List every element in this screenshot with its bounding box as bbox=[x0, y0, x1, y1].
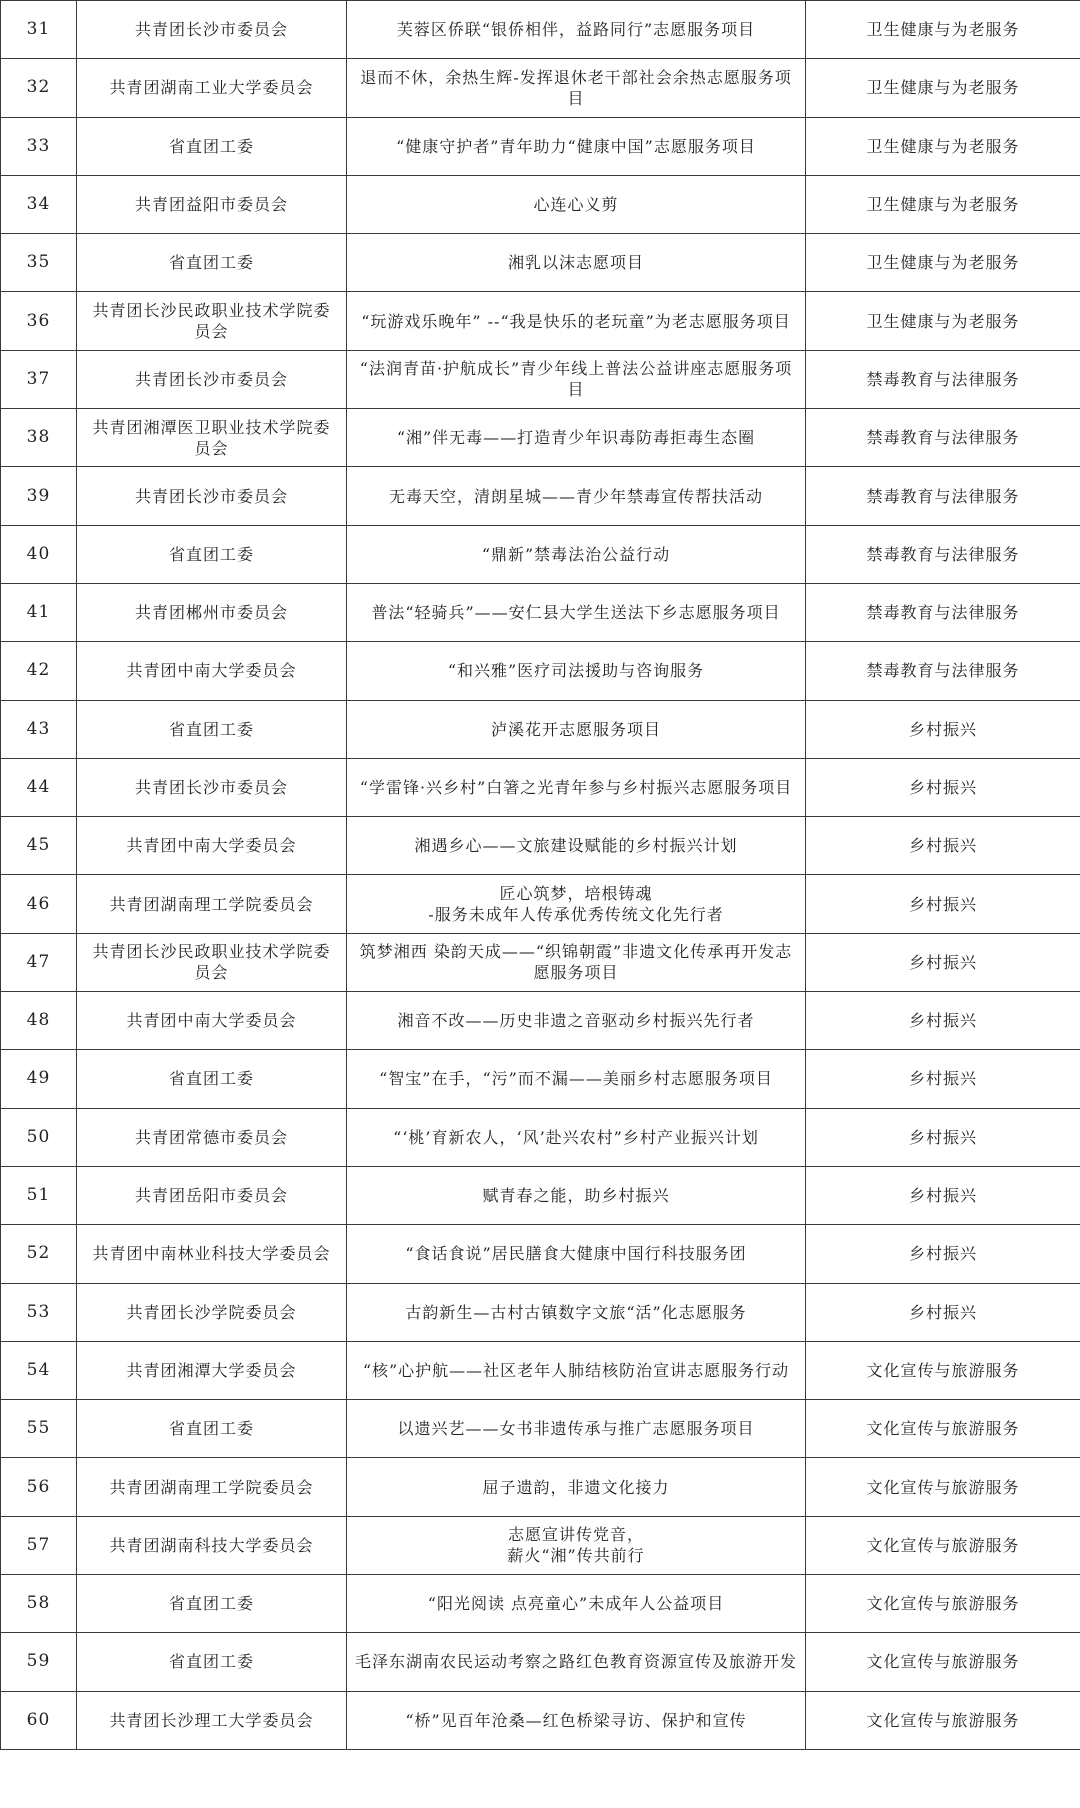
category-cell: 文化宣传与旅游服务 bbox=[806, 1400, 1080, 1458]
row-number: 48 bbox=[1, 992, 77, 1050]
row-number: 58 bbox=[1, 1575, 77, 1633]
organization-cell: 共青团中南大学委员会 bbox=[77, 992, 347, 1050]
row-number: 37 bbox=[1, 350, 77, 408]
project-name-cell: “健康守护者”青年助力“健康中国”志愿服务项目 bbox=[347, 117, 806, 175]
organization-cell: 省直团工委 bbox=[77, 525, 347, 583]
organization-cell: 共青团长沙理工大学委员会 bbox=[77, 1691, 347, 1749]
category-cell: 禁毒教育与法律服务 bbox=[806, 525, 1080, 583]
project-name-cell: “法润青苗·护航成长”青少年线上普法公益讲座志愿服务项目 bbox=[347, 350, 806, 408]
table-row bbox=[1, 933, 1080, 991]
organization-cell: 共青团郴州市委员会 bbox=[77, 583, 347, 641]
row-number: 46 bbox=[1, 875, 77, 933]
table-row bbox=[1, 642, 1080, 700]
project-name-cell: “桥”见百年沧桑—红色桥梁寻访、保护和宣传 bbox=[347, 1691, 806, 1749]
organization-cell: 共青团湘潭大学委员会 bbox=[77, 1341, 347, 1399]
organization-cell: 共青团湘潭医卫职业技术学院委员会 bbox=[77, 409, 347, 467]
table-row bbox=[1, 1166, 1080, 1224]
project-name-cell: “玩游戏乐晚年” --“我是快乐的老玩童”为老志愿服务项目 bbox=[347, 292, 806, 350]
project-name-cell: 无毒天空，清朗星城——青少年禁毒宣传帮扶活动 bbox=[347, 467, 806, 525]
table-row bbox=[1, 1575, 1080, 1633]
project-name-cell: 筑梦湘西 染韵天成——“织锦朝霞”非遗文化传承再开发志愿服务项目 bbox=[347, 933, 806, 991]
category-cell: 乡村振兴 bbox=[806, 992, 1080, 1050]
row-number: 54 bbox=[1, 1341, 77, 1399]
project-name-cell: “鼎新”禁毒法治公益行动 bbox=[347, 525, 806, 583]
category-cell: 乡村振兴 bbox=[806, 758, 1080, 816]
row-number: 41 bbox=[1, 583, 77, 641]
category-cell: 乡村振兴 bbox=[806, 700, 1080, 758]
table-row bbox=[1, 292, 1080, 350]
row-number: 33 bbox=[1, 117, 77, 175]
table-row bbox=[1, 583, 1080, 641]
category-cell: 卫生健康与为老服务 bbox=[806, 234, 1080, 292]
row-number: 60 bbox=[1, 1691, 77, 1749]
project-name-cell: 芙蓉区侨联“银侨相伴，益路同行”志愿服务项目 bbox=[347, 1, 806, 59]
category-cell: 卫生健康与为老服务 bbox=[806, 117, 1080, 175]
row-number: 31 bbox=[1, 1, 77, 59]
organization-cell: 共青团湖南理工学院委员会 bbox=[77, 1458, 347, 1516]
row-number: 55 bbox=[1, 1400, 77, 1458]
project-name-cell: 泸溪花开志愿服务项目 bbox=[347, 700, 806, 758]
table-row bbox=[1, 1, 1080, 59]
category-cell: 文化宣传与旅游服务 bbox=[806, 1691, 1080, 1749]
row-number: 42 bbox=[1, 642, 77, 700]
category-cell: 禁毒教育与法律服务 bbox=[806, 350, 1080, 408]
organization-cell: 共青团长沙民政职业技术学院委员会 bbox=[77, 292, 347, 350]
table-row bbox=[1, 117, 1080, 175]
organization-cell: 共青团长沙民政职业技术学院委员会 bbox=[77, 933, 347, 991]
table-row bbox=[1, 234, 1080, 292]
category-cell: 乡村振兴 bbox=[806, 875, 1080, 933]
table-row bbox=[1, 1225, 1080, 1283]
category-cell: 文化宣传与旅游服务 bbox=[806, 1341, 1080, 1399]
table-row bbox=[1, 350, 1080, 408]
category-cell: 文化宣传与旅游服务 bbox=[806, 1633, 1080, 1691]
category-cell: 乡村振兴 bbox=[806, 1225, 1080, 1283]
organization-cell: 省直团工委 bbox=[77, 1575, 347, 1633]
table-row bbox=[1, 1633, 1080, 1691]
project-name-cell: “学雷锋·兴乡村”白箸之光青年参与乡村振兴志愿服务项目 bbox=[347, 758, 806, 816]
category-cell: 卫生健康与为老服务 bbox=[806, 175, 1080, 233]
organization-cell: 共青团岳阳市委员会 bbox=[77, 1166, 347, 1224]
category-cell: 卫生健康与为老服务 bbox=[806, 59, 1080, 117]
row-number: 44 bbox=[1, 758, 77, 816]
organization-cell: 共青团中南大学委员会 bbox=[77, 817, 347, 875]
project-name-cell: “湘”伴无毒——打造青少年识毒防毒拒毒生态圈 bbox=[347, 409, 806, 467]
table-row bbox=[1, 1400, 1080, 1458]
organization-cell: 省直团工委 bbox=[77, 700, 347, 758]
table-row bbox=[1, 409, 1080, 467]
row-number: 50 bbox=[1, 1108, 77, 1166]
table-row bbox=[1, 817, 1080, 875]
project-name-cell: 古韵新生—古村古镇数字文旅“活”化志愿服务 bbox=[347, 1283, 806, 1341]
organization-cell: 共青团益阳市委员会 bbox=[77, 175, 347, 233]
organization-cell: 共青团湖南科技大学委员会 bbox=[77, 1516, 347, 1574]
organization-cell: 共青团中南大学委员会 bbox=[77, 642, 347, 700]
category-cell: 乡村振兴 bbox=[806, 933, 1080, 991]
row-number: 47 bbox=[1, 933, 77, 991]
row-number: 45 bbox=[1, 817, 77, 875]
project-name-cell: “和兴雅”医疗司法援助与咨询服务 bbox=[347, 642, 806, 700]
row-number: 49 bbox=[1, 1050, 77, 1108]
organization-cell: 共青团长沙市委员会 bbox=[77, 758, 347, 816]
project-name-cell: 湘遇乡心——文旅建设赋能的乡村振兴计划 bbox=[347, 817, 806, 875]
row-number: 34 bbox=[1, 175, 77, 233]
category-cell: 卫生健康与为老服务 bbox=[806, 292, 1080, 350]
project-name-cell: 屈子遗韵，非遗文化接力 bbox=[347, 1458, 806, 1516]
category-cell: 乡村振兴 bbox=[806, 817, 1080, 875]
project-name-cell: 赋青春之能，助乡村振兴 bbox=[347, 1166, 806, 1224]
row-number: 57 bbox=[1, 1516, 77, 1574]
project-name-cell: 以遗兴艺——女书非遗传承与推广志愿服务项目 bbox=[347, 1400, 806, 1458]
table-row bbox=[1, 467, 1080, 525]
category-cell: 禁毒教育与法律服务 bbox=[806, 642, 1080, 700]
table-row bbox=[1, 525, 1080, 583]
organization-cell: 共青团湖南理工学院委员会 bbox=[77, 875, 347, 933]
table-row bbox=[1, 700, 1080, 758]
table-row bbox=[1, 1050, 1080, 1108]
project-name-cell: “食话食说”居民膳食大健康中国行科技服务团 bbox=[347, 1225, 806, 1283]
category-cell: 文化宣传与旅游服务 bbox=[806, 1458, 1080, 1516]
category-cell: 文化宣传与旅游服务 bbox=[806, 1575, 1080, 1633]
row-number: 38 bbox=[1, 409, 77, 467]
table-row bbox=[1, 992, 1080, 1050]
organization-cell: 共青团长沙市委员会 bbox=[77, 467, 347, 525]
organization-cell: 共青团长沙市委员会 bbox=[77, 350, 347, 408]
category-cell: 乡村振兴 bbox=[806, 1283, 1080, 1341]
project-name-cell: 湘音不改——历史非遗之音驱动乡村振兴先行者 bbox=[347, 992, 806, 1050]
project-name-cell: 毛泽东湖南农民运动考察之路红色教育资源宣传及旅游开发 bbox=[347, 1633, 806, 1691]
organization-cell: 共青团中南林业科技大学委员会 bbox=[77, 1225, 347, 1283]
project-name-cell: “核”心护航——社区老年人肺结核防治宣讲志愿服务行动 bbox=[347, 1341, 806, 1399]
row-number: 39 bbox=[1, 467, 77, 525]
category-cell: 文化宣传与旅游服务 bbox=[806, 1516, 1080, 1574]
category-cell: 乡村振兴 bbox=[806, 1108, 1080, 1166]
row-number: 53 bbox=[1, 1283, 77, 1341]
category-cell: 乡村振兴 bbox=[806, 1050, 1080, 1108]
organization-cell: 共青团湖南工业大学委员会 bbox=[77, 59, 347, 117]
organization-cell: 省直团工委 bbox=[77, 1400, 347, 1458]
project-name-cell: 退而不休，余热生辉-发挥退休老干部社会余热志愿服务项目 bbox=[347, 59, 806, 117]
category-cell: 禁毒教育与法律服务 bbox=[806, 409, 1080, 467]
row-number: 32 bbox=[1, 59, 77, 117]
category-cell: 禁毒教育与法律服务 bbox=[806, 467, 1080, 525]
category-cell: 卫生健康与为老服务 bbox=[806, 1, 1080, 59]
project-name-cell: 匠心筑梦，培根铸魂 -服务未成年人传承优秀传统文化先行者 bbox=[347, 875, 806, 933]
row-number: 56 bbox=[1, 1458, 77, 1516]
project-name-cell: 心连心义剪 bbox=[347, 175, 806, 233]
row-number: 59 bbox=[1, 1633, 77, 1691]
table-row bbox=[1, 875, 1080, 933]
organization-cell: 共青团常德市委员会 bbox=[77, 1108, 347, 1166]
project-name-cell: “智宝”在手，“污”而不漏——美丽乡村志愿服务项目 bbox=[347, 1050, 806, 1108]
project-name-cell: 湘乳以沫志愿项目 bbox=[347, 234, 806, 292]
table-row bbox=[1, 1341, 1080, 1399]
row-number: 51 bbox=[1, 1166, 77, 1224]
table-row bbox=[1, 1458, 1080, 1516]
project-name-cell: 普法“轻骑兵”——安仁县大学生送法下乡志愿服务项目 bbox=[347, 583, 806, 641]
category-cell: 禁毒教育与法律服务 bbox=[806, 583, 1080, 641]
organization-cell: 省直团工委 bbox=[77, 1050, 347, 1108]
row-number: 40 bbox=[1, 525, 77, 583]
row-number: 52 bbox=[1, 1225, 77, 1283]
organization-cell: 共青团长沙市委员会 bbox=[77, 1, 347, 59]
table-row bbox=[1, 1691, 1080, 1749]
category-cell: 乡村振兴 bbox=[806, 1166, 1080, 1224]
table-row bbox=[1, 175, 1080, 233]
table-row bbox=[1, 758, 1080, 816]
project-name-cell: “‘桃’育新农人，‘风’赴兴农村”乡村产业振兴计划 bbox=[347, 1108, 806, 1166]
project-name-cell: 志愿宣讲传党音， 薪火“湘”传共前行 bbox=[347, 1516, 806, 1574]
table-row bbox=[1, 1516, 1080, 1574]
organization-cell: 省直团工委 bbox=[77, 234, 347, 292]
table-row bbox=[1, 1283, 1080, 1341]
project-name-cell: “阳光阅读 点亮童心”未成年人公益项目 bbox=[347, 1575, 806, 1633]
organization-cell: 省直团工委 bbox=[77, 117, 347, 175]
row-number: 35 bbox=[1, 234, 77, 292]
table-row bbox=[1, 1108, 1080, 1166]
organization-cell: 共青团长沙学院委员会 bbox=[77, 1283, 347, 1341]
row-number: 36 bbox=[1, 292, 77, 350]
table-row bbox=[1, 59, 1080, 117]
organization-cell: 省直团工委 bbox=[77, 1633, 347, 1691]
row-number: 43 bbox=[1, 700, 77, 758]
